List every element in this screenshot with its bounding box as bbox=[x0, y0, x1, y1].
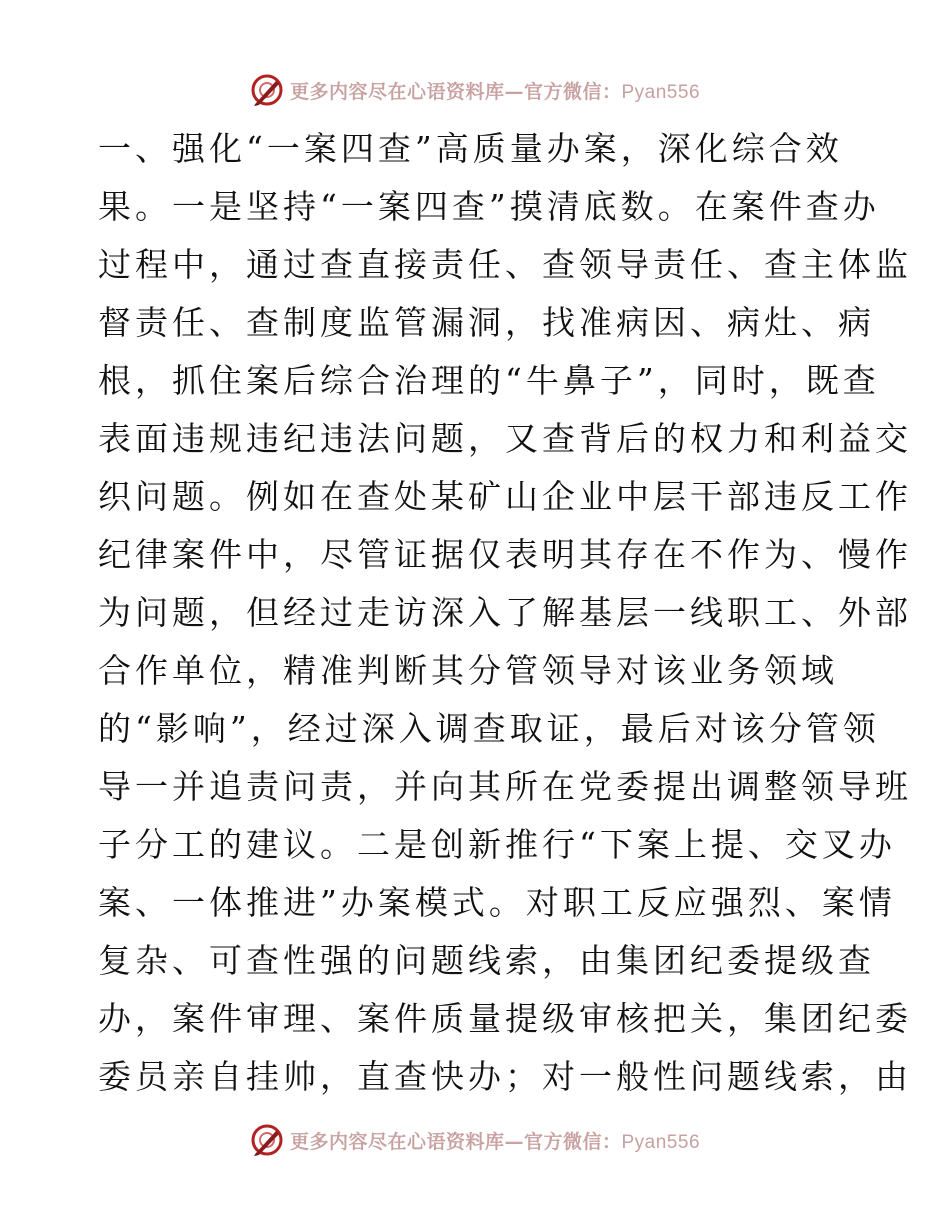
body-line: 委员亲自挂帅，直查快办；对一般性问题线索，由 bbox=[98, 1057, 912, 1096]
document-body bbox=[98, 120, 912, 1106]
body-line: 复杂、可查性强的问题线索，由集团纪委提级查 bbox=[98, 941, 875, 980]
body-line: 案、一体推进”办案模式。对职工反应强烈、案情 bbox=[98, 883, 896, 922]
body-line: 一、强化“一案四查”高质量办案，深化综合效 bbox=[98, 129, 843, 168]
body-line: 过程中，通过查直接责任、查领导责任、查主体监 bbox=[98, 245, 912, 284]
body-line: 纪律案件中，尽管证据仅表明其存在不作为、慢作 bbox=[98, 535, 912, 574]
pen-logo-icon bbox=[250, 73, 284, 107]
body-line: 表面违规违纪违法问题，又查背后的权力和利益交 bbox=[98, 419, 912, 458]
body-line: 根，抓住案后综合治理的“牛鼻子”，同时，既查 bbox=[98, 361, 880, 400]
header-banner bbox=[0, 70, 950, 110]
body-line: 织问题。例如在查处某矿山企业中层干部违反工作 bbox=[98, 477, 912, 516]
body-line: 的“影响”，经过深入调查取证，最后对该分管领 bbox=[98, 709, 880, 748]
body-line: 督责任、查制度监管漏洞，找准病因、病灶、病 bbox=[98, 303, 875, 342]
body-line: 为问题，但经过走访深入了解基层一线职工、外部 bbox=[98, 593, 912, 632]
body-line: 果。一是坚持“一案四查”摸清底数。在案件查办 bbox=[98, 187, 880, 226]
body-line: 办，案件审理、案件质量提级审核把关，集团纪委 bbox=[98, 999, 912, 1038]
footer-banner bbox=[0, 1120, 950, 1160]
body-line: 合作单位，精准判断其分管领导对该业务领域 bbox=[98, 651, 838, 690]
header-banner-text: 更多内容尽在心语资料库—官方微信：Pyan556 bbox=[289, 80, 701, 103]
body-line: 导一并追责问责，并向其所在党委提出调整领导班 bbox=[98, 767, 912, 806]
footer-banner-text: 更多内容尽在心语资料库—官方微信：Pyan556 bbox=[289, 1130, 701, 1153]
footer-banner-handle: Pyan556 bbox=[621, 1131, 701, 1153]
pen-logo-icon bbox=[250, 1123, 284, 1157]
body-line: 子分工的建议。二是创新推行“下案上提、交叉办 bbox=[98, 825, 896, 864]
header-banner-handle: Pyan556 bbox=[621, 81, 701, 103]
